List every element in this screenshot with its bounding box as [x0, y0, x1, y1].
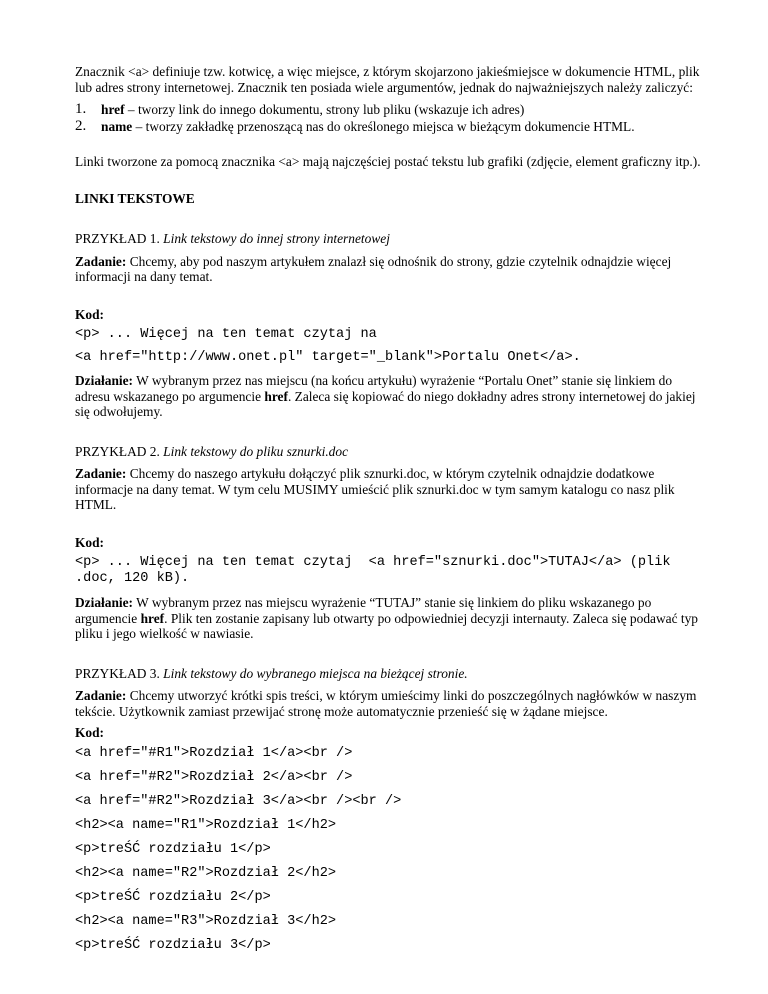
- argument-name: name: [101, 119, 133, 134]
- example-1-code-line: <p> ... Więcej na ten temat czytaj na: [75, 327, 377, 342]
- example-1-heading: PRZYKŁAD 1. Link tekstowy do innej strony internetowej: [75, 231, 390, 246]
- example-2-code-line: <p> ... Więcej na ten temat czytaj <a href="sznurki.doc">TUTAJ</a> (plik: [75, 555, 671, 570]
- code-line: <p>treŚĆ rozdziału 2</p>: [75, 889, 271, 905]
- intro-paragraph: Znacznik <a> definiuje tzw. kotwicę, a więc miejsce, z którym skojarzono jakieśmiejsce w dokumencie HTML, plik lub adres strony internetowej. Znacznik ten posiada wiele argumentów, jednak do najważniejszych należy zaliczyć:: [75, 64, 700, 95]
- example-1-code-line: <a href="http://www.onet.pl" target="_blank">Portalu Onet</a>.: [75, 350, 581, 365]
- code-line: <p>treŚĆ rozdziału 1</p>: [75, 841, 271, 857]
- argument-name: href: [101, 102, 125, 117]
- example-3-heading: PRZYKŁAD 3. Link tekstowy do wybranego miejsca na bieżącej stronie.: [75, 665, 468, 681]
- example-1-action: Działanie: W wybranym przez nas miejscu (na końcu artykułu) wyrażenie “Portalu Onet” stanie się linkiem do adresu wskazanego po argumencie href. Zaleca się kopiować do niego dokładny adres strony internetowej do jakiej się odwołujemy.: [75, 373, 696, 419]
- argument-desc: – tworzy zakładkę przenoszącą nas do określonego miejsca w bieżącym dokumencie HTML.: [132, 119, 635, 134]
- example-3-code-block: [75, 746, 705, 954]
- code-line: <a href="#R2">Rozdział 2</a><br />: [75, 769, 353, 785]
- example-1-task: Zadanie: Chcemy, aby pod naszym artykułem znalazł się odnośnik do strony, gdzie czytelnik odnajdzie więcej informacji na dany temat.: [75, 253, 672, 284]
- example-2-code-label: Kod:: [75, 534, 105, 550]
- code-line: <a href="#R1">Rozdział 1</a><br />: [75, 745, 353, 761]
- argument-item-name: [75, 118, 705, 135]
- list-number: 2.: [75, 118, 87, 134]
- code-line: <h2><a name="R3">Rozdział 3</h2>: [75, 913, 337, 929]
- example-2-task: Zadanie: Chcemy do naszego artykułu dołączyć plik sznurki.doc, w którym czytelnik odnajdzie dodatkowe informacje na dany temat. W tym celu MUSIMY umieścić plik sznurki.doc w tym samym katalogu co nasz plik HTML.: [75, 466, 675, 512]
- code-line: <h2><a name="R1">Rozdział 1</h2>: [75, 817, 337, 833]
- code-line: <a href="#R2">Rozdział 3</a><br /><br />: [75, 793, 402, 809]
- example-3-code-label: Kod:: [75, 725, 105, 740]
- code-line: <p>treŚĆ rozdziału 3</p>: [75, 937, 271, 953]
- argument-list: [75, 101, 705, 135]
- example-2-heading: PRZYKŁAD 2. Link tekstowy do pliku sznurki.doc: [75, 443, 349, 459]
- example-2-code-line: .doc, 120 kB).: [75, 571, 190, 586]
- argument-desc: – tworzy link do innego dokumentu, strony lub pliku (wskazuje ich adres): [124, 102, 525, 117]
- document-page: [75, 64, 705, 954]
- list-number: 1.: [75, 101, 87, 117]
- example-2-action: Działanie: W wybranym przez nas miejscu wyrażenie “TUTAJ” stanie się linkiem do pliku wskazanego po argumencie href. Plik ten zostanie zapisany lub otwarty po odpowiedniej decyzji internauty. Zaleca się podawać typ pliku i jego wielkość w nawiasie.: [75, 595, 698, 641]
- section-title: LINKI TEKSTOWE: [75, 190, 195, 206]
- code-line: <h2><a name="R2">Rozdział 2</h2>: [75, 865, 337, 881]
- example-3-task: Zadanie: Chcemy utworzyć krótki spis treści, w którym umieścimy linki do poszczególnych nagłówków w naszym tekście. Użytkownik zamiast przewijać stronę może automatycznie przenieść się w żądane miejsce.: [75, 688, 697, 719]
- links-intro-paragraph: Linki tworzone za pomocą znacznika <a> mają najczęściej postać tekstu lub grafiki (zdjęcie, element graficzny itp.).: [75, 154, 701, 169]
- example-1-code-label: Kod:: [75, 306, 105, 322]
- argument-item-href: [75, 101, 705, 118]
